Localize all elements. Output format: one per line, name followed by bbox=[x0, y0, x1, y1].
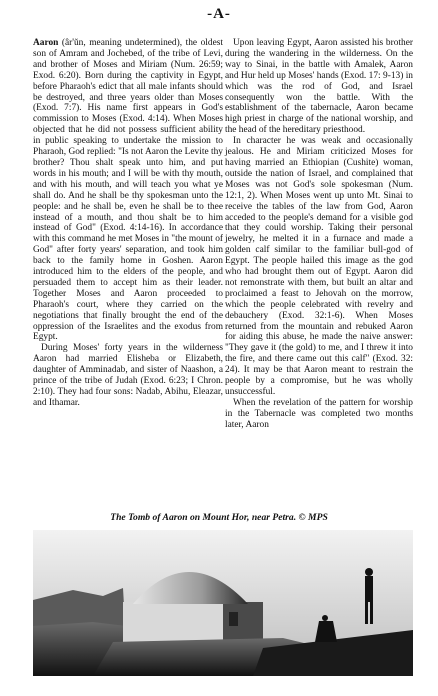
entry-intro-text: (âr'ŭn, meaning undetermined), the oldest son of Amram and Jochebed, of the tribe of Levi, and brother of Moses and Miriam (Num. 26:59; Exod. 6:20). Born during the captivity in Egypt, before Pharaoh's edict that all male infants should be destroyed, and three years older than Moses (Exod. 7:7). His name first appears in God's commission to Moses (Exod. 4:14). When Moses objected that he did not possess sufficient ability in public speaking to undertake the mission to Pharaoh, God replied: "Is not Aaron the Levite thy brother? Thou shalt speak unto him, and put words in his mouth; and I will be with thy mouth, and with his mouth, and will teach you what ye shall do. And he shall be thy spokesman unto the people: and he shall be, even he shall be to thee instead of a mouth, and thou shalt be to him instead of God" (Exod. 4:14-16). In accordance with this command he met Moses in "the mount of God" after forty years' separation, and took him back to the family home in Goshen. Aaron introduced him to the elders of the people, and persuaded them to accept him as their leader. Together Moses and Aaron proceeded to Pharaoh's court, where they carried on the negotiations that finally brought the end of the oppression of the Israelites and the exodus from Egypt. bbox=[33, 38, 224, 343]
right-paragraph-2: In character he was weak and occasionally jealous. He and Miriam criticized Moses for having married an Ethiopian (Cushite) woman, outside the nation of Israel, and complained that Moses was not God's sole spokesman (Num. 12:1, 2). When Moses went up unto Mt. Sinai to receive the tables of the law from God, Aaron acceded to the people's demand for a visible god that they could worship. Taking their personal jewelry, he melted it in a furnace and made a golden calf similar to the familiar bull-god of Egypt. The people hailed this image as the god who had brought them out of Egypt. Aaron did not remonstrate with them, but built an altar and proclaimed a feast to Jehovah on the morrow, which the people celebrated with revelry and debauchery (Exod. 32:1-6). When Moses returned from the mountain and rebuked Aaron for aiding this abuse, he made the naive answer: "They gave it (the gold) to me, and I threw it into the fire, and there came out this calf" (Exod. 32: 24). It may be that Aaron meant to restrain the people by a compromise, but he was wholly unsuccessful. bbox=[225, 136, 413, 397]
tomb-photograph bbox=[33, 530, 413, 676]
figure-caption: The Tomb of Aaron on Mount Hor, near Petra. © MPS bbox=[110, 512, 328, 523]
page-section-letter: -A- bbox=[207, 6, 231, 22]
right-paragraph-1: Upon leaving Egypt, Aaron assisted his brother during the wandering in the wilderness. On the way to Sinai, in the battle with Amalek, Aaron and Hur held up Moses' hands (Exod. 17: 9-13) in which was the rod of God, and Israel consequently won the battle. With the establishment of the tabernacle, Aaron became high priest in charge of the national worship, and the head of the hereditary priesthood. bbox=[225, 38, 413, 136]
tomb-photo-illustration bbox=[33, 530, 413, 676]
left-text-column bbox=[33, 38, 223, 409]
right-paragraph-3: When the revelation of the pattern for worship in the Tabernacle was completed two months later, Aaron bbox=[225, 397, 413, 430]
entry-headword: Aaron bbox=[33, 38, 59, 48]
right-text-column bbox=[225, 38, 413, 431]
entry-paragraph-2: During Moses' forty years in the wilderness Aaron had married Elisheba or Elizabeth, daughter of Amminadab, and sister of Naashon, a prince of the tribe of Judah (Exod. 6:23; I Chron. 2:10). They had four sons: Nadab, Abihu, Eleazar, and Ithamar. bbox=[33, 343, 223, 408]
entry-paragraph-1 bbox=[33, 38, 223, 343]
